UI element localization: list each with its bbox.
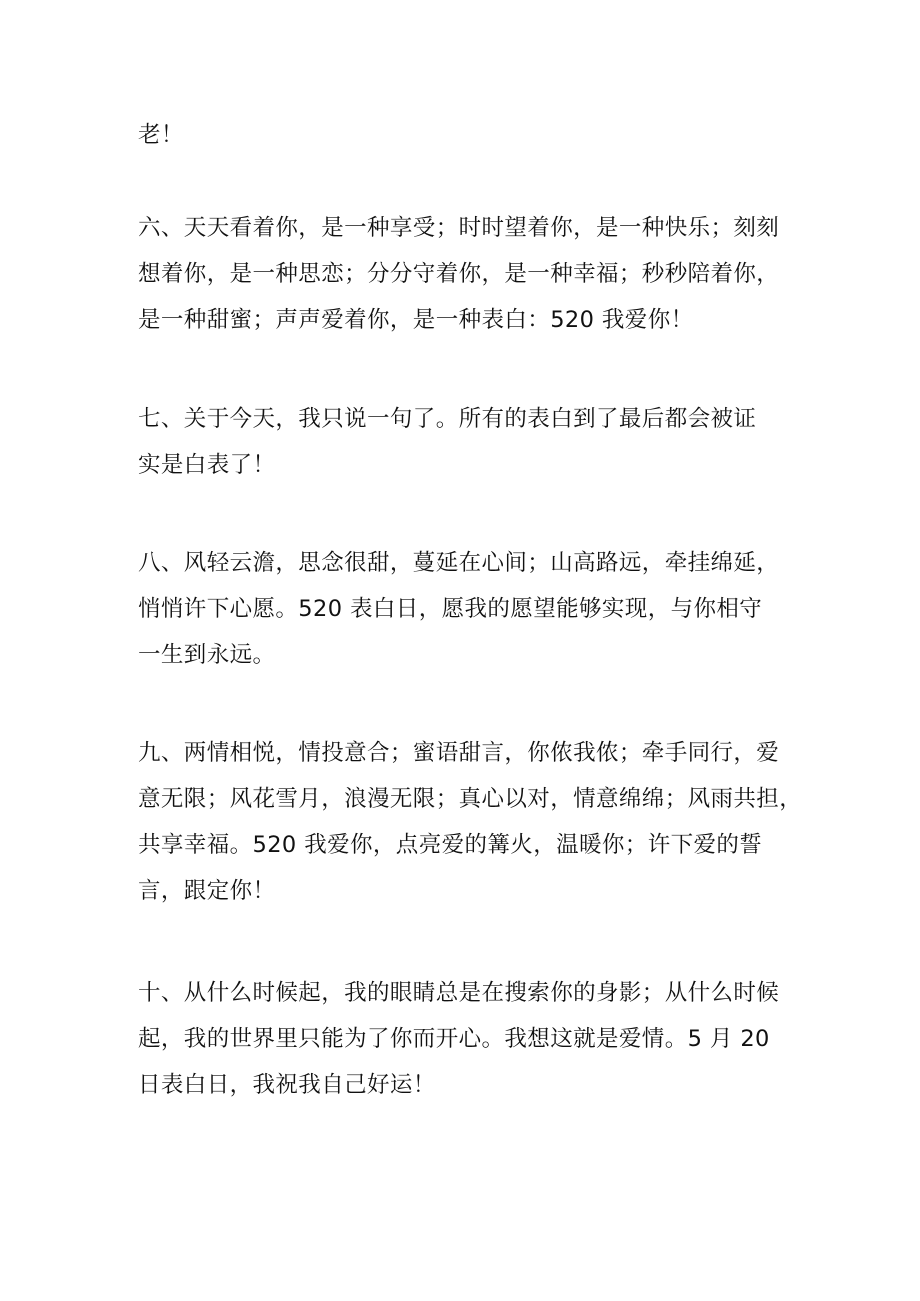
text-line: 实是白表了！ <box>138 452 276 478</box>
paragraph-nine <box>138 730 803 914</box>
text-line: 日表白日，我祝我自己好运！ <box>138 1072 436 1098</box>
text-line: 悄悄许下心愿。520 表白日，愿我的愿望能够实现，与你相守 <box>138 596 763 622</box>
text-line: 共享幸福。520 我爱你，点亮爱的篝火，温暖你；许下爱的誓 <box>138 832 763 858</box>
text-line: 老！ <box>138 122 184 148</box>
text-line: 意无限；风花雪月，浪漫无限；真心以对，情意绵绵；风雨共担， <box>138 786 803 812</box>
paragraph-ten <box>138 970 778 1108</box>
text-line: 八、风轻云澹，思念很甜，蔓延在心间；山高路远，牵挂绵延， <box>138 550 780 576</box>
text-line: 想着你，是一种思恋；分分守着你，是一种幸福；秒秒陪着你， <box>138 261 780 287</box>
paragraph-seven <box>138 396 778 488</box>
text-line: 言，跟定你！ <box>138 878 276 904</box>
paragraph-six <box>138 205 778 343</box>
text-line: 七、关于今天，我只说一句了。所有的表白到了最后都会被证 <box>138 406 757 432</box>
text-line: 是一种甜蜜；声声爱着你，是一种表白：520 我爱你！ <box>138 307 694 333</box>
text-line: 九、两情相悦，情投意合；蜜语甜言，你侬我侬；牵手同行，爱 <box>138 740 780 766</box>
text-line: 起，我的世界里只能为了你而开心。我想这就是爱情。5 月 20 <box>138 1026 770 1052</box>
text-line: 六、天天看着你，是一种享受；时时望着你，是一种快乐；刻刻 <box>138 215 780 241</box>
paragraph-eight <box>138 540 778 678</box>
text-line: 十、从什么时候起，我的眼睛总是在搜索你的身影；从什么时候 <box>138 980 780 1006</box>
text-line: 一生到永远。 <box>138 642 276 668</box>
paragraph-continuation <box>138 112 778 158</box>
